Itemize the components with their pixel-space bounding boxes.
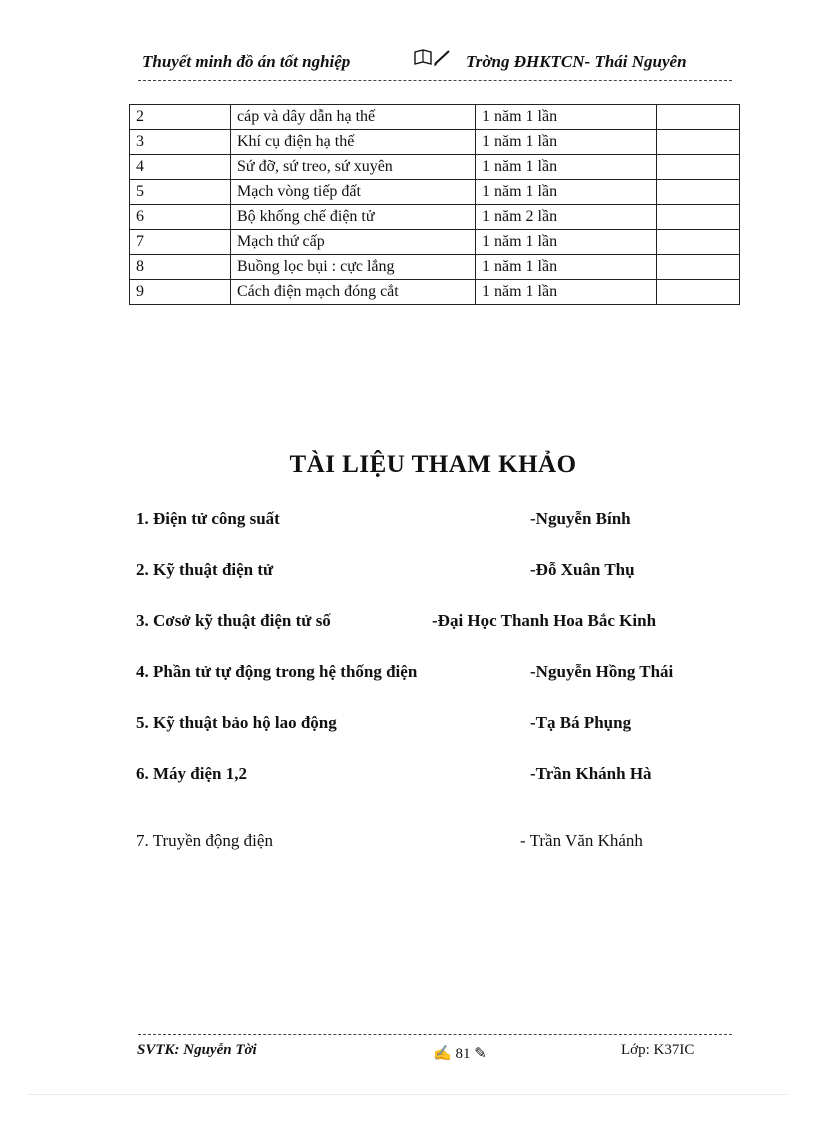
- reference-author: -Đỗ Xuân Thụ: [530, 560, 635, 579]
- table-row: [130, 155, 740, 180]
- reference-author: -Đại Học Thanh Hoa Bắc Kinh: [432, 611, 657, 630]
- table-cell: Cách điện mạch đóng cắt: [231, 280, 476, 305]
- footer-divider: [138, 1034, 732, 1035]
- table-cell: Bộ khống chế điện tử: [231, 205, 476, 230]
- reference-author: -Tạ Bá Phụng: [530, 713, 632, 732]
- table-row: [130, 280, 740, 305]
- table-cell: [657, 130, 740, 155]
- header-right-title: Trờng ĐHKTCN- Thái Nguyên: [466, 52, 687, 71]
- table-row: [130, 180, 740, 205]
- reference-item: [136, 560, 635, 580]
- table-cell: 7: [130, 230, 231, 255]
- table-cell: 1 năm 1 lần: [476, 105, 657, 130]
- reference-title: 4. Phần tử tự động trong hệ thống điện: [136, 662, 418, 681]
- header-divider: [138, 80, 732, 81]
- table-cell: 1 năm 1 lần: [476, 255, 657, 280]
- reference-title: 7. Truyền động điện: [136, 831, 273, 850]
- table-cell: cáp và dây dẫn hạ thế: [231, 105, 476, 130]
- reference-item: [136, 764, 652, 784]
- table-row: [130, 205, 740, 230]
- reference-item: [136, 713, 632, 733]
- table-cell: [657, 280, 740, 305]
- table-cell: 1 năm 1 lần: [476, 280, 657, 305]
- table-cell: 6: [130, 205, 231, 230]
- table-cell: [657, 105, 740, 130]
- table-cell: [657, 205, 740, 230]
- page-header: [138, 48, 730, 76]
- reference-title: 5. Kỹ thuật bảo hộ lao động: [136, 713, 337, 732]
- table-cell: 3: [130, 130, 231, 155]
- reference-item: [136, 509, 631, 529]
- reference-title: 1. Điện tử công suất: [136, 509, 280, 528]
- table-cell: Mạch vòng tiếp đất: [231, 180, 476, 205]
- header-left-title: Thuyết minh đồ án tốt nghiệp: [142, 52, 351, 71]
- page-number: 81: [455, 1046, 471, 1062]
- table-cell: 9: [130, 280, 231, 305]
- table-row: [130, 230, 740, 255]
- table-cell: 4: [130, 155, 231, 180]
- maintenance-table: [129, 104, 740, 305]
- footer-student: SVTK: Nguyễn Tời: [137, 1042, 257, 1058]
- reference-author: -Trần Khánh Hà: [530, 764, 652, 783]
- reference-title: 6. Máy điện 1,2: [136, 764, 247, 783]
- table-row: [130, 105, 740, 130]
- table-cell: 1 năm 1 lần: [476, 155, 657, 180]
- table-cell: 1 năm 1 lần: [476, 180, 657, 205]
- table-cell: Mạch thứ cấp: [231, 230, 476, 255]
- table-cell: 5: [130, 180, 231, 205]
- table-cell: 8: [130, 255, 231, 280]
- footer-class: Lớp: K37IC: [621, 1042, 695, 1058]
- reference-title: 3. Cơsở kỹ thuật điện tử số: [136, 611, 331, 630]
- table-cell: [657, 255, 740, 280]
- reference-item: [136, 662, 674, 682]
- reference-author: -Nguyễn Hồng Thái: [530, 662, 674, 681]
- table-cell: [657, 180, 740, 205]
- page-number-block: [433, 1044, 487, 1063]
- table-row: [130, 130, 740, 155]
- table-cell: 2: [130, 105, 231, 130]
- table-row: [130, 255, 740, 280]
- table-cell: [657, 155, 740, 180]
- table-cell: Buồng lọc bụi : cực lắng: [231, 255, 476, 280]
- table-cell: 1 năm 1 lần: [476, 230, 657, 255]
- table-cell: [657, 230, 740, 255]
- hand-right-icon: ✎: [474, 1046, 487, 1062]
- book-pen-icon: [413, 48, 453, 73]
- reference-author: -Nguyễn Bính: [530, 509, 631, 528]
- table-cell: 1 năm 2 lần: [476, 205, 657, 230]
- reference-author: - Trần Văn Khánh: [520, 831, 643, 850]
- bottom-dotted-line: [28, 1094, 788, 1095]
- reference-title: 2. Kỹ thuật điện tử: [136, 560, 274, 579]
- reference-item: [136, 611, 657, 631]
- table-cell: 1 năm 1 lần: [476, 130, 657, 155]
- table-cell: Khí cụ điện hạ thế: [231, 130, 476, 155]
- page-footer: [137, 1040, 733, 1064]
- hand-left-icon: ✍: [433, 1046, 452, 1062]
- references-title: TÀI LIỆU THAM KHẢO: [289, 451, 577, 478]
- reference-item: [136, 831, 643, 851]
- table-cell: Sứ đỡ, sứ treo, sứ xuyên: [231, 155, 476, 180]
